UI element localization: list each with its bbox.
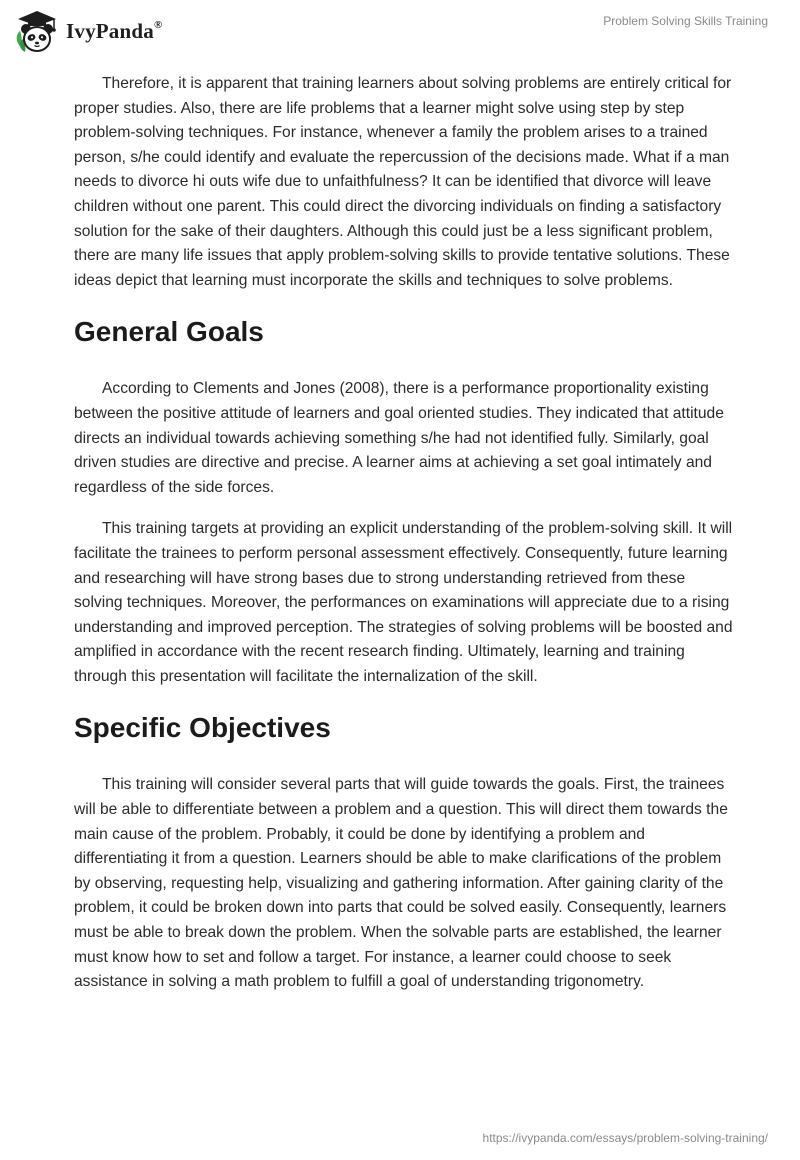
brand-text: IvyPanda (66, 18, 154, 43)
brand-name (66, 19, 162, 44)
document-title: Problem Solving Skills Training (603, 14, 768, 28)
registered-mark: ® (153, 18, 163, 31)
general-goals-heading: General Goals (74, 316, 264, 348)
specific-objectives-heading: Specific Objectives (74, 712, 331, 744)
specific-objectives-paragraph-1: This training will consider several parts that will guide towards the goals. First, the trainees will be able to differentiate between a problem and a question. This will direct them towards the main cause of the problem. Probably, it could be done by identifying a problem and differentiating it from a question. Learners should be able to make clarifications of the problem by observing, requesting help, visualizing and gathering information. After gaining clarity of the problem, it could be broken down into parts that could be solved easily. Consequently, learners must be able to break down the problem. When the solvable parts are established, the learner must know how to set and follow a target. For instance, a learner could choose to seek assistance in solving a math problem to fulfill a goal of understanding trigonometry. (74, 776, 728, 991)
page-header (0, 0, 800, 64)
panda-graduation-cap-icon (14, 9, 60, 55)
source-url[interactable]: https://ivypanda.com/essays/problem-solving-training/ (482, 1131, 768, 1145)
general-goals-paragraph-1: According to Clements and Jones (2008), there is a performance proportionality existing between the positive attitude of learners and goal oriented studies. They indicated that attitude directs an individual towards achieving something s/he had not identified fully. Similarly, goal driven studies are directive and precise. A learner aims at achieving a set goal intimately and regardless of the side forces. (74, 380, 724, 496)
intro-paragraph: Therefore, it is apparent that training learners about solving problems are entirely critical for proper studies. Also, there are life problems that a learner might solve using step by step problem-solving techniques. For instance, whenever a family the problem arises to a trained person, s/he could identify and evaluate the repercussion of the decisions made. What if a man needs to divorce hi outs wife due to unfaithfulness? It can be identified that divorce will leave children without one parent. This could direct the divorcing individuals on finding a satisfactory solution for the sake of their daughters. Although this could just be a less significant problem, there are many life issues that apply problem-solving skills to provide tentative solutions. These ideas depict that learning must incorporate the skills and techniques to solve problems. (74, 75, 732, 289)
ivypanda-logo[interactable] (14, 9, 162, 55)
essay-content (74, 72, 734, 1012)
general-goals-paragraph-2: This training targets at providing an explicit understanding of the problem-solving skill. It will facilitate the trainees to perform personal assessment effectively. Consequently, future learning and researching will have strong bases due to strong understanding retrieved from these solving techniques. Moreover, the performances on examinations will appreciate due to a rising understanding and improved perception. The strategies of solving problems will be boosted and amplified in accordance with the recent research finding. Ultimately, learning and training through this presentation will facilitate the internalization of the skill. (74, 520, 733, 685)
